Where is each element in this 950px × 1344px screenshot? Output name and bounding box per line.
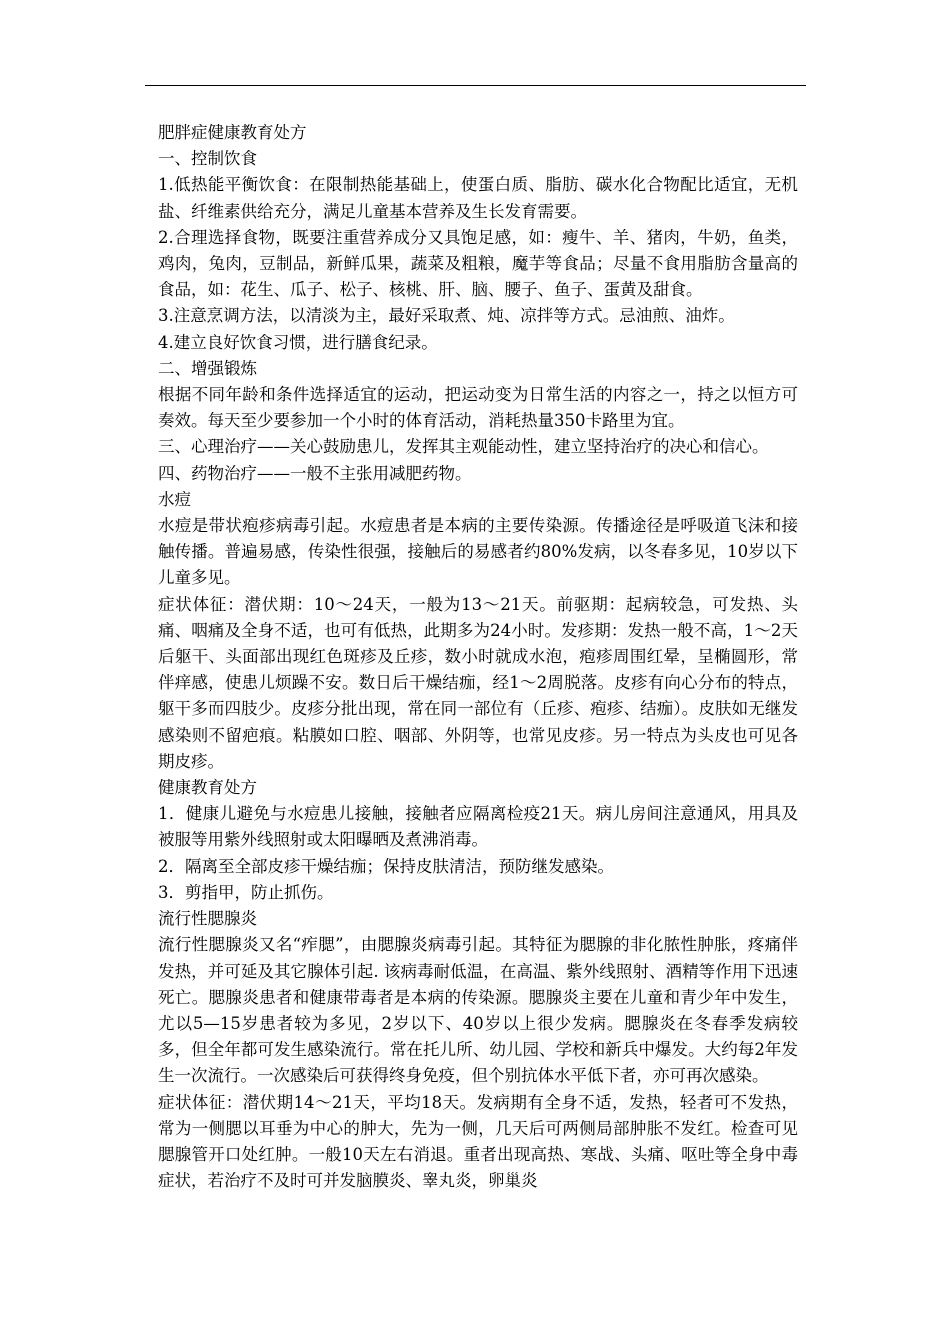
document-body [158, 120, 798, 1194]
paragraph: 1．健康儿避免与水痘患儿接触，接触者应隔离检疫21天。病儿房间注意通风，用具及被服等用紫外线照射或太阳曝晒及煮沸消毒。 [158, 804, 798, 850]
paragraph: 2.合理选择食物，既要注重营养成分又具饱足感，如：瘦牛、羊、猪肉，牛奶，鱼类，鸡肉，兔肉，豆制品，新鲜瓜果，蔬菜及粗粮，魔芋等食品；尽量不食用脂肪含量高的食品，如：花生、瓜子、松子、核桃、肝、脑、腰子、鱼子、蛋黄及甜食。 [158, 227, 798, 300]
paragraph: 3.注意烹调方法，以清淡为主，最好采取煮、炖、凉拌等方式。忌油煎、油炸。 [158, 306, 735, 326]
paragraph: 2．隔离至全部皮疹干燥结痂；保持皮肤清洁，预防继发感染。 [158, 856, 614, 876]
header-rule [145, 85, 806, 86]
paragraph: 水痘是带状疱疹病毒引起。水痘患者是本病的主要传染源。传播途径是呼吸道飞沫和接触传播。普遍易感，传染性很强，接触后的易感者约80%发病，以冬春多见，10岁以下儿童多见。 [158, 516, 798, 588]
paragraph: 三、心理治疗——关心鼓励患儿，发挥其主观能动性，建立坚持治疗的决心和信心。 [158, 437, 769, 457]
section-heading: 健康教育处方 [158, 778, 257, 798]
paragraph: 4.建立良好饮食习惯，进行膳食纪录。 [158, 332, 438, 352]
paragraph: 症状体征：潜伏期14～21天，平均18天。发病期有全身不适，发热，轻者可不发热，常为一侧腮以耳垂为中心的肿大，先为一侧，几天后可两侧局部肿胀不发红。检查可见腮腺管开口处红肿。一般10天左右消退。重者出现高热、寒战、头痛、呕吐等全身中毒症状，若治疗不及时可并发脑膜炎、睾丸炎，卵巢炎 [158, 1092, 798, 1191]
paragraph: 症状体征：潜伏期：10～24天，一般为13～21天。前驱期：起病较急，可发热、头痛、咽痛及全身不适，也可有低热，此期多为24小时。发疹期：发热一般不高，1～2天后躯干、头面部出现红色斑疹及丘疹，数小时就成水泡，疱疹周围红晕，呈椭圆形，常伴痒感，使患儿烦躁不安。数日后干燥结痂，经1～2周脱落。皮疹有向心分布的特点，躯干多而四肢少。皮疹分批出现，常在同一部位有（丘疹、疱疹、结痂）。皮肤如无继发感染则不留疤痕。粘膜如口腔、咽部、外阴等，也常见皮疹。另一特点为头皮也可见各期皮疹。 [158, 594, 798, 771]
paragraph: 四、药物治疗——一般不主张用减肥药物。 [158, 463, 472, 483]
section-heading: 一、控制饮食 [158, 149, 257, 169]
paragraph: 流行性腮腺炎又名“痄腮”，由腮腺炎病毒引起。其特征为腮腺的非化脓性肿胀，疼痛伴发热，并可延及其它腺体引起. 该病毒耐低温，在高温、紫外线照射、酒精等作用下迅速死亡。腮腺炎患者和健康带毒者是本病的传染源。腮腺炎主要在儿童和青少年中发生，尤以5—15岁患者较为多见，2岁以下、40岁以上很少发病。腮腺炎在冬春季发病较多，但全年都可发生感染流行。常在托儿所、幼儿园、学校和新兵中爆发。大约每2年发生一次流行。一次感染后可获得终身免疫，但个别抗体水平低下者，亦可再次感染。 [158, 935, 798, 1086]
paragraph: 1.低热能平衡饮食：在限制热能基础上，使蛋白质、脂肪、碳水化合物配比适宜，无机盐、纤维素供给充分，满足儿童基本营养及生长发育需要。 [158, 175, 798, 221]
paragraph: 根据不同年龄和条件选择适宜的运动，把运动变为日常生活的内容之一，持之以恒方可奏效。每天至少要参加一个小时的体育活动，消耗热量350卡路里为宜。 [158, 385, 798, 431]
doc-title: 流行性腮腺炎 [158, 909, 257, 929]
doc-title: 肥胖症健康教育处方 [158, 123, 307, 142]
doc-title: 水痘 [158, 489, 191, 509]
paragraph: 3．剪指甲，防止抓伤。 [158, 882, 334, 902]
section-heading: 二、增强锻炼 [158, 358, 257, 378]
